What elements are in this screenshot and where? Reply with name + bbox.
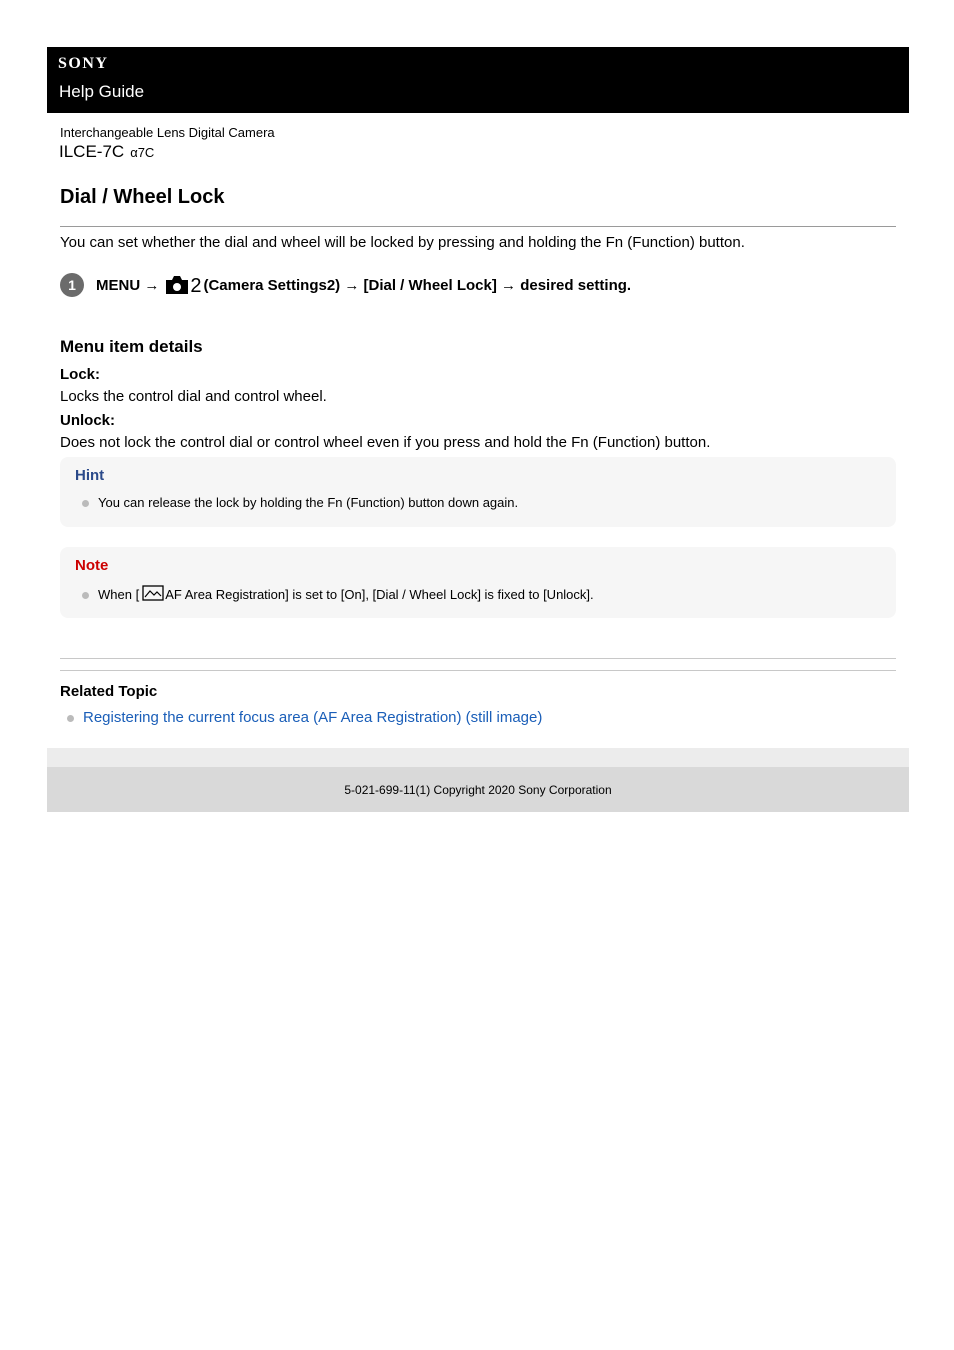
product-line: Interchangeable Lens Digital Camera — [60, 125, 275, 140]
step-menu-path: (Camera Settings2) → [Dial / Wheel Lock] → desired setting. — [203, 276, 632, 294]
note-text-after: AF Area Registration] is set to [On], [Dial / Wheel Lock] is fixed to [Unlock]. — [165, 587, 594, 602]
section-divider-bottom — [60, 670, 896, 671]
camera-icon-shape — [165, 275, 189, 295]
copyright-text: 5-021-699-11(1) Copyright 2020 Sony Corporation — [344, 782, 612, 797]
desc-unlock: Does not lock the control dial or control wheel even if you press and hold the Fn (Function) button. — [60, 434, 711, 451]
af-area-registration-icon — [142, 585, 164, 604]
note-box — [60, 547, 896, 618]
model-alt-name: α7C — [130, 145, 155, 160]
step-menu-label: MENU → — [96, 276, 160, 294]
hint-item — [82, 495, 518, 510]
related-topic-link[interactable]: Registering the current focus area (AF Area Registration) (still image) — [83, 709, 543, 726]
step-number-badge: 1 — [60, 273, 84, 297]
intro-text: You can set whether the dial and wheel will be locked by pressing and holding the Fn (Function) button. — [60, 234, 745, 251]
procedure-step — [60, 272, 631, 298]
sony-logo: SONY — [58, 55, 109, 72]
section-divider-top — [60, 658, 896, 659]
page-title: Dial / Wheel Lock — [60, 186, 225, 208]
site-header — [47, 47, 909, 113]
note-text-before: When [ — [98, 587, 140, 602]
camera-icon — [165, 275, 201, 295]
footer — [47, 767, 909, 812]
title-divider — [60, 226, 896, 227]
camera-settings-number: 2 — [190, 275, 202, 297]
hint-title: Hint — [75, 467, 105, 484]
menu-details-title: Menu item details — [60, 337, 203, 356]
note-title: Note — [75, 557, 109, 574]
hint-text: You can release the lock by holding the Fn (Function) button down again. — [98, 495, 519, 510]
note-item — [82, 585, 594, 604]
help-guide-title[interactable]: Help Guide — [59, 82, 145, 101]
bullet-icon — [67, 715, 74, 722]
model-number: ILCE-7C — [59, 142, 125, 161]
related-topic-title: Related Topic — [60, 683, 158, 700]
hint-box — [60, 457, 896, 527]
footer-spacer — [47, 748, 909, 767]
term-unlock: Unlock: — [60, 412, 116, 429]
bullet-icon — [82, 500, 89, 507]
desc-lock: Locks the control dial and control wheel. — [60, 388, 327, 405]
related-topic-item — [67, 709, 542, 726]
bullet-icon — [82, 592, 89, 599]
term-lock: Lock: — [60, 366, 101, 383]
model-name — [59, 142, 154, 162]
